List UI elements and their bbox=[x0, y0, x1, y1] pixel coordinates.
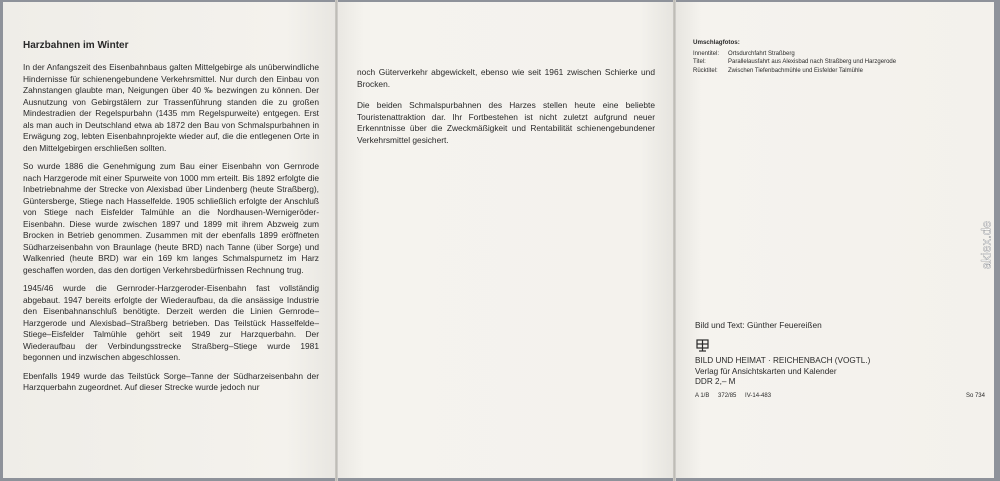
serial-number: So 734 bbox=[965, 393, 985, 399]
credits-title: Umschlagfotos: bbox=[693, 39, 740, 46]
paragraph-4: Ebenfalls 1949 wurde das Teilstück Sorge–Tanne der Südharzeisenbahn der Harzquerbahn zugeordnet. Auf dieser Strecke wurde jedoch nur bbox=[23, 370, 319, 392]
publisher-logo-icon bbox=[696, 339, 709, 352]
credit-value: Ortsdurchfahrt Straßberg bbox=[728, 50, 795, 57]
paragraph-3: 1945/46 wurde die Gernroder-Harzgeroder-Eisenbahn fast vollständig abgebaut. 1947 bereits erfolgte der Wiederaufbau, da die ansässige Industrie den Eisenbahnanschluß benötigte. Derzeit werden die Linien Gernrode–Harzgerode und Alexisbad–Straßberg betrieben. Das Teilstück Hasselfelde–Stiege–Eisfelder Talmühle gehört seit 1949 zur Harzquerbahn. Der Wiederaufbau der Verbindungsstrecke Straßberg–Stiege wurde 1981 begonnen und inzwischen abgeschlossen. bbox=[23, 283, 319, 362]
paragraph-2: So wurde 1886 die Genehmigung zum Bau einer Eisenbahn von Gernrode nach Harzgerode mit einer Spurweite von 1000 mm erteilt. Bis 1892 erfolgte die Inbetriebnahme der Strecke von Alexisbad über Lindenberg (heute Straßberg), Güntersberge, Stiege nach Hasselfelde. 1905 schließlich erfolgte der Anschluß von Stiege nach Eisfelder Talmühle an die Nordhausen-Wernigeröder-Eisenbahn. Diese wurde zwischen 1897 und 1899 mit ihrem Abzweig zum Brocken in Betrieb genommen. Zusammen mit der ebenfalls 1899 eröffneten Südharzeisenbahn von Braunlage (heute BRD) nach Tanne (über Sorge) und Walkenried (heute BRD) war ein 169 km langes Schmalspurnetz im Harz geschaffen worden, das den dortigen Verkehrsbedürfnissen Rechnung trug. bbox=[23, 161, 319, 275]
right-panel bbox=[676, 2, 994, 478]
credit-row bbox=[693, 58, 983, 67]
paragraph-5: noch Güterverkehr abgewickelt, ebenso wie seit 1961 zwischen Schierke und Brocken. bbox=[357, 67, 655, 89]
author-line: Bild und Text: Günther Feuereißen bbox=[695, 320, 822, 330]
credit-value: Zwischen Tiefenbachmühle und Eisfelder Talmühle bbox=[728, 67, 863, 74]
article-body-middle bbox=[357, 67, 655, 156]
print-code: A 1/B bbox=[695, 393, 710, 399]
price: DDR 2,– M bbox=[695, 377, 736, 386]
cover-photo-credits bbox=[693, 39, 983, 75]
publisher-block bbox=[695, 356, 870, 388]
fold-line bbox=[335, 0, 338, 481]
article-heading: Harzbahnen im Winter bbox=[23, 40, 129, 51]
print-codes bbox=[695, 393, 778, 399]
article-body-left bbox=[23, 62, 319, 401]
credit-label: Titel: bbox=[693, 59, 706, 65]
credit-row bbox=[693, 67, 983, 76]
publisher-name: BILD UND HEIMAT · REICHENBACH (VOGTL.) bbox=[695, 356, 871, 365]
paragraph-1: In der Anfangszeit des Eisenbahnbaus galten Mittelgebirge als unüberwindliche Hindernisse für schienengebundene Verkehrsmittel. Nur durch den Einbau von Zahnstangen glaubte man, Neigungen über 40 ‰ bezwingen zu können. Der Ausnutzung von Gebirgstälern zur Trassenführung standen die zu großen Mindestradien der Regelspurbahn (1435 mm Regelspurweite) entgegen. Erst als man auch in Deutschland etwa ab 1872 den Bau von Schmalspurbahnen in Erwägung zog, lebten Eisenbahnprojekte wieder auf, die die entlegenen Orte in den Mittelgebirgen erschließen sollten. bbox=[23, 62, 319, 153]
svg-text:akiex.de: akiex.de bbox=[978, 220, 994, 270]
left-panel bbox=[3, 2, 336, 478]
credit-label: Innentitel: bbox=[693, 50, 720, 57]
credit-row bbox=[693, 50, 983, 59]
credit-label: Rücktitel: bbox=[693, 67, 718, 74]
credit-value: Parallelausfahrt aus Alexisbad nach Straßberg und Harzgerode bbox=[728, 59, 897, 65]
print-code: 372/85 bbox=[718, 393, 737, 399]
fold-line bbox=[673, 0, 676, 481]
print-code: IV-14-483 bbox=[745, 393, 772, 399]
paragraph-6: Die beiden Schmalspurbahnen des Harzes stellen heute eine beliebte Touristenattraktion dar. Ihr Fortbestehen ist nicht zuletzt aufgrund neuer Erkenntnisse über die Zweckmäßigkeit und Rentabilität schienengebundener Verkehrsmittel gesichert. bbox=[357, 100, 655, 145]
watermark-logo bbox=[975, 200, 999, 290]
publisher-subtitle: Verlag für Ansichtskarten und Kalender bbox=[695, 366, 837, 376]
middle-panel bbox=[337, 2, 674, 478]
